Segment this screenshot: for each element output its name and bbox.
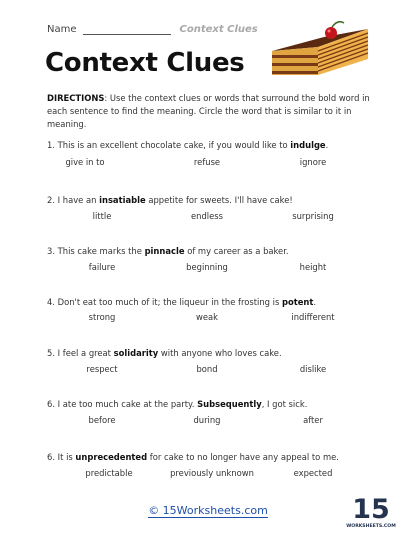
cake-slice-icon bbox=[268, 17, 378, 77]
directions-label: DIRECTIONS bbox=[47, 93, 105, 103]
option[interactable]: expected bbox=[293, 468, 333, 478]
option[interactable]: dislike bbox=[299, 364, 327, 374]
option[interactable]: endless bbox=[191, 211, 223, 221]
page-title: Context Clues bbox=[45, 48, 245, 78]
option[interactable]: surprising bbox=[292, 211, 334, 221]
name-label: Name bbox=[47, 24, 77, 35]
bold-word: pinnacle bbox=[144, 246, 185, 256]
option[interactable]: strong bbox=[88, 312, 116, 322]
option[interactable]: predictable bbox=[85, 468, 133, 478]
question-7: 6. It is unprecedented for cake to no longer have any appeal to me. bbox=[47, 452, 339, 462]
option[interactable]: refuse bbox=[193, 157, 221, 167]
bold-word: solidarity bbox=[113, 348, 159, 358]
question-4: 4. Don't eat too much of it; the liqueur in the frosting is potent. bbox=[47, 297, 317, 307]
option[interactable]: failure bbox=[88, 262, 116, 272]
option[interactable]: after bbox=[303, 415, 323, 425]
bold-word: indulge bbox=[290, 140, 326, 150]
logo-caption: WORKSHEETS.COM bbox=[346, 524, 396, 529]
question-1: 1. This is an excellent chocolate cake, if you would like to indulge. bbox=[47, 140, 329, 150]
question-5: 5. I feel a great solidarity with anyone who loves cake. bbox=[47, 348, 282, 358]
option[interactable]: give in to bbox=[65, 157, 105, 167]
option[interactable]: little bbox=[92, 211, 112, 221]
option[interactable]: before bbox=[88, 415, 116, 425]
question-2: 2. I have an insatiable appetite for sweets. I'll have cake! bbox=[47, 195, 293, 205]
worksheet-tag: Context Clues bbox=[179, 24, 258, 35]
question-6: 6. I ate too much cake at the party. Subsequently, I got sick. bbox=[47, 399, 308, 409]
bold-word: insatiable bbox=[99, 195, 146, 205]
question-3: 3. This cake marks the pinnacle of my career as a baker. bbox=[47, 246, 289, 256]
option[interactable]: weak bbox=[196, 312, 218, 322]
logo-number: 15 bbox=[352, 494, 390, 525]
option[interactable]: beginning bbox=[186, 262, 228, 272]
15worksheets-logo-icon bbox=[346, 490, 396, 530]
option[interactable]: during bbox=[193, 415, 221, 425]
name-line[interactable] bbox=[83, 24, 171, 35]
bold-word: potent bbox=[281, 297, 314, 307]
option[interactable]: previously unknown bbox=[170, 468, 254, 478]
option[interactable]: height bbox=[299, 262, 327, 272]
bold-word: unprecedented bbox=[75, 452, 148, 462]
directions bbox=[47, 92, 373, 131]
option[interactable]: respect bbox=[86, 364, 118, 374]
bold-word: Subsequently bbox=[197, 399, 262, 409]
directions-text: : Use the context clues or words that surround the bold word in each sentence to find the meaning. Circle the word that is similar to it in meaning. bbox=[47, 93, 370, 129]
name-row bbox=[47, 24, 258, 35]
option[interactable]: bond bbox=[196, 364, 218, 374]
option[interactable]: indifferent bbox=[291, 312, 335, 322]
footer-copyright[interactable]: © 15Worksheets.com bbox=[148, 504, 268, 517]
option[interactable]: ignore bbox=[299, 157, 327, 167]
